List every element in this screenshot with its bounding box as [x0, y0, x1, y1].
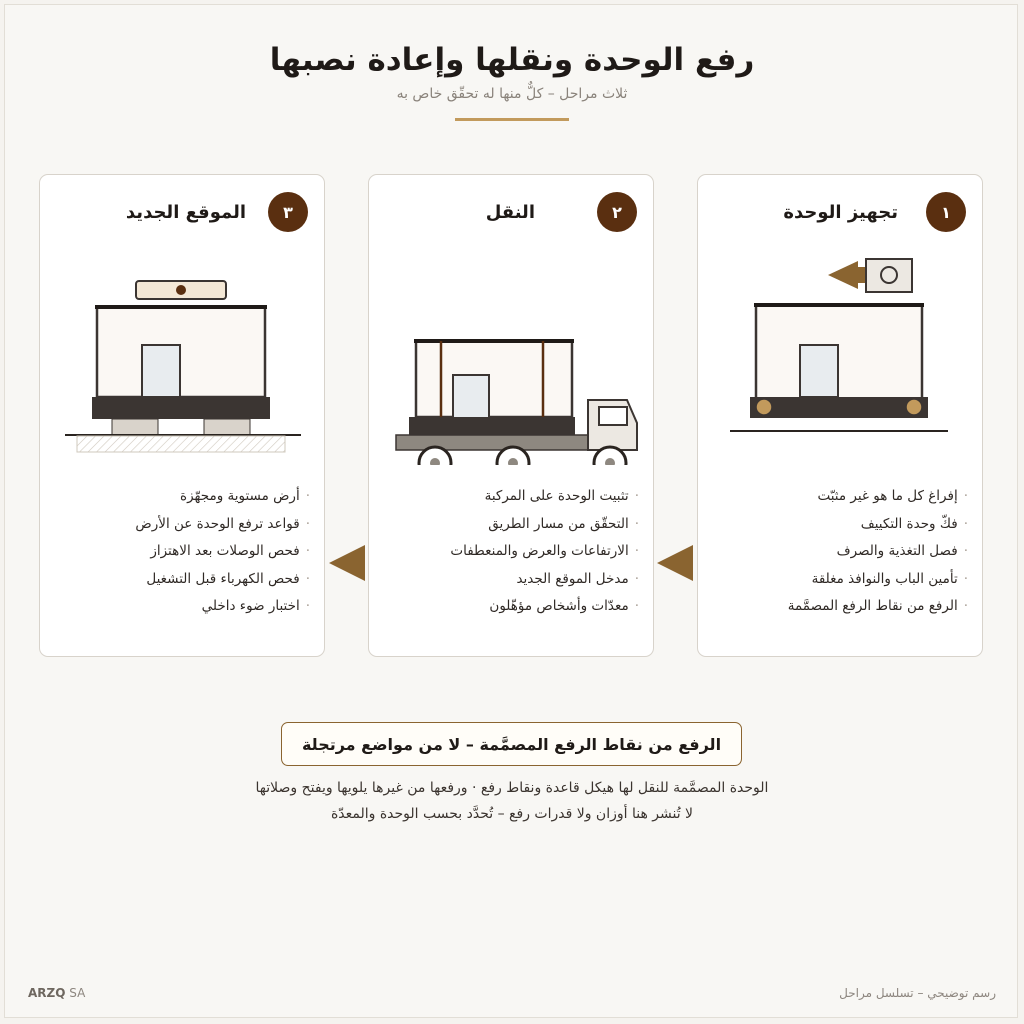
stage-card-preparation — [697, 174, 983, 657]
list-item: ·أرض مستوية ومجهّزة — [180, 488, 310, 504]
stage-checklist — [788, 483, 968, 621]
list-item: ·معدّات وأشخاص مؤهّلون — [489, 598, 639, 614]
stage-title: تجهيز الوحدة — [783, 202, 898, 223]
list-item: ·اختبار ضوء داخلي — [201, 598, 310, 614]
list-item: ·الرفع من نقاط الرفع المصمَّمة — [787, 598, 968, 614]
lift-direction-arrow-icon — [828, 261, 858, 289]
stage-checklist — [135, 483, 310, 621]
list-item: ·التحقّق من مسار الطريق — [488, 515, 639, 532]
lifting-warning-callout: الرفع من نقاط الرفع المصمَّمة – لا من مواضع مرتجلة — [281, 722, 742, 766]
lifting-point-icon — [756, 399, 772, 415]
stage-title: النقل — [485, 202, 535, 223]
cabin-base-frame — [92, 397, 270, 419]
cabin-base-frame — [409, 417, 575, 435]
explanatory-note: الوحدة المصمَّمة للنقل لها هيكل قاعدة ونقاط رفع · ورفعها من غيرها يلويها ويفتح وصلاتها — [255, 780, 769, 796]
truck-wheel-icon — [497, 447, 529, 465]
cabin-base-frame — [750, 397, 928, 418]
cabin-body — [416, 341, 572, 417]
truck-wheel-icon — [419, 447, 451, 465]
stage-number-badge: ١ — [926, 192, 966, 232]
stage-card-transport — [368, 174, 654, 657]
page-title: رفع الوحدة ونقلها وإعادة نصبها — [269, 42, 755, 78]
list-item: ·تأمين الباب والنوافذ مغلقة — [811, 570, 968, 587]
truck-wheel-icon — [594, 447, 626, 465]
list-item: ·فكّ وحدة التكييف — [860, 515, 968, 532]
stage-checklist — [450, 483, 639, 621]
cabin-door — [142, 345, 180, 397]
list-item: ·قواعد ترفع الوحدة عن الأرض — [135, 515, 310, 532]
list-item: ·فحص الوصلات بعد الاهتزاز — [150, 543, 310, 559]
figure-caption: رسم توضيحي – تسلسل مراحل — [839, 986, 996, 1000]
list-item: ·مدخل الموقع الجديد — [516, 570, 639, 587]
list-item: ·تثبيت الوحدة على المركبة — [484, 488, 639, 504]
flow-arrow-icon — [655, 543, 695, 583]
title-underline — [455, 118, 569, 121]
stage-title: الموقع الجديد — [125, 202, 246, 223]
prepared-ground — [77, 436, 285, 452]
cabin-door — [800, 345, 838, 397]
support-footing — [112, 419, 158, 435]
list-item: ·إفراغ كل ما هو غير مثبّت — [817, 488, 968, 504]
page-subtitle: ثلاث مراحل – كلٌّ منها له تحقّق خاص به — [396, 86, 628, 102]
support-footing — [204, 419, 250, 435]
stage-number-badge: ٢ — [597, 192, 637, 232]
stage-number-badge: ٣ — [268, 192, 308, 232]
truck-bed — [396, 435, 592, 450]
lifting-unit-illustration — [698, 245, 984, 445]
placed-unit-illustration — [40, 245, 326, 465]
lifting-point-icon — [906, 399, 922, 415]
crane-hook-icon — [866, 259, 912, 292]
stage-card-new-site — [39, 174, 325, 657]
brand-logo: ARZQ SA — [28, 986, 86, 1000]
cabin-door — [453, 375, 489, 419]
list-item: ·الارتفاعات والعرض والمنعطفات — [450, 543, 639, 559]
flow-arrow-icon — [327, 543, 367, 583]
list-item: ·فصل التغذية والصرف — [836, 543, 968, 559]
list-item: ·فحص الكهرباء قبل التشغيل — [146, 570, 310, 587]
disclaimer-note: لا تُنشر هنا أوزان ولا قدرات رفع – تُحدَّد بحسب الوحدة والمعدّة — [330, 806, 694, 822]
truck-transport-illustration — [369, 245, 655, 465]
